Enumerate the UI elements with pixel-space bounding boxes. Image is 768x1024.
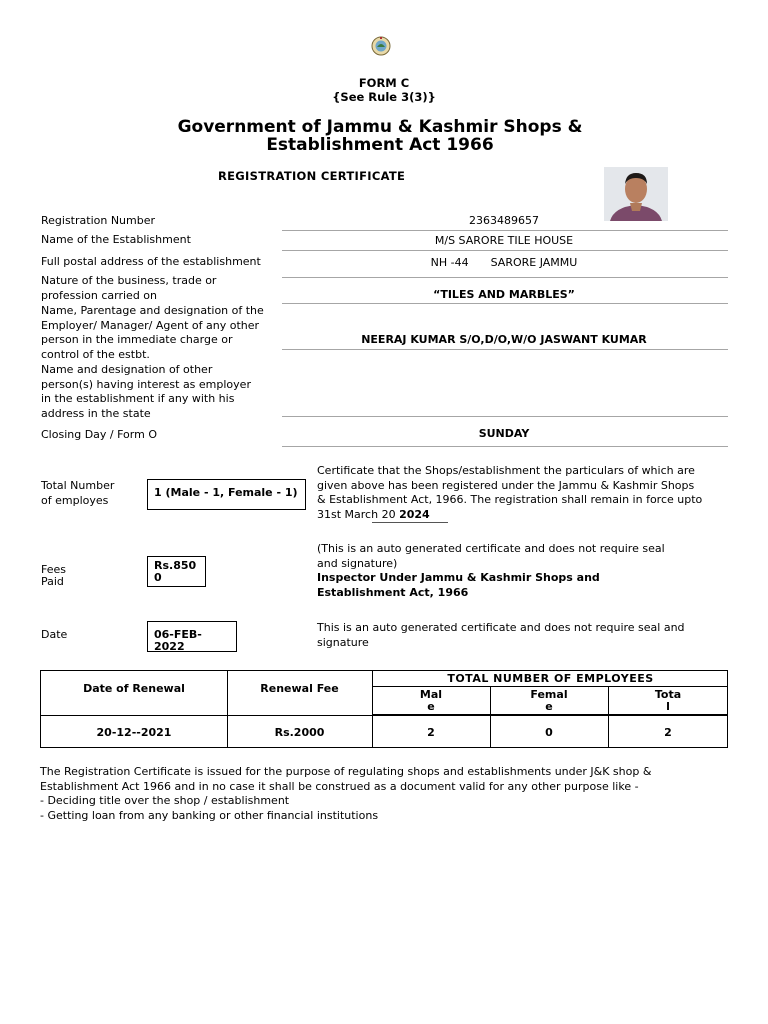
closing-day-label: Closing Day / Form O <box>41 428 157 441</box>
applicant-photo <box>604 167 668 221</box>
establishment-name-label: Name of the Establishment <box>41 233 191 246</box>
table-header-total: Tota l <box>654 688 682 713</box>
registration-number-value: 2363489657 <box>469 214 539 227</box>
nature-of-business-label: Nature of the business, trade or profession carried on <box>41 274 217 302</box>
table-cell-female: 0 <box>545 726 553 739</box>
table-header-total-employees: TOTAL NUMBER OF EMPLOYEES <box>447 672 654 685</box>
other-persons-label: Name and designation of other person(s) having interest as employer in the establishment if any with his address in the state <box>41 363 251 420</box>
nature-of-business-value: “TILES AND MARBLES” <box>433 288 575 301</box>
table-divider <box>41 715 727 716</box>
divider <box>282 277 728 278</box>
year-underline <box>372 522 448 523</box>
employer-value: NEERAJ KUMAR S/O,D/O,W/O JASWANT KUMAR <box>361 333 647 346</box>
closing-day-value: SUNDAY <box>478 427 530 440</box>
table-divider <box>372 686 727 687</box>
renewal-table <box>40 670 728 748</box>
footer-disclaimer: The Registration Certificate is issued for the purpose of regulating shops and establishments under J&K shop & Establishment Act 1966 and in no case it shall be construed as a document valid for any other purpose like - - Deciding title over the shop / establishment - Getting loan from any banking or other financial institutions <box>40 765 652 822</box>
divider <box>282 446 728 447</box>
divider <box>282 416 728 417</box>
employer-label: Name, Parentage and designation of the Employer/ Manager/ Agent of any other person in the immediate charge or control of the estbt. <box>41 304 264 361</box>
page-title: Government of Jammu & Kashmir Shops & Establishment Act 1966 <box>177 117 583 155</box>
date-label: Date <box>41 628 68 641</box>
date-value: 06-FEB-2022 <box>147 621 237 652</box>
total-employees-label: Total Number of employes <box>41 479 115 507</box>
establishment-name-value: M/S SARORE TILE HOUSE <box>434 234 574 247</box>
form-label: FORM C <box>358 76 410 90</box>
divider <box>282 303 728 304</box>
inspector-signature: Inspector Under Jammu & Kashmir Shops and Establishment Act, 1966 <box>317 571 600 599</box>
postal-address-label: Full postal address of the establishment <box>41 255 261 268</box>
divider <box>282 349 728 350</box>
registration-number-label: Registration Number <box>41 214 156 227</box>
rule-label: {See Rule 3(3)} <box>332 90 436 104</box>
table-header-male: Mal e <box>419 688 443 713</box>
table-cell-total: 2 <box>664 726 672 739</box>
table-header-fee: Renewal Fee <box>260 682 339 695</box>
auto-generated-note-2: This is an auto generated certificate and does not require seal and signature <box>317 621 685 649</box>
auto-generated-note: (This is an auto generated certificate and does not require seal and signature) <box>317 542 665 570</box>
table-cell-fee: Rs.2000 <box>274 726 325 739</box>
table-cell-date: 20-12--2021 <box>96 726 172 739</box>
table-cell-male: 2 <box>427 726 435 739</box>
fees-paid-value: Rs.850 0 <box>147 556 206 587</box>
postal-address-value: NH -44 SARORE JAMMU <box>430 256 578 269</box>
divider <box>282 230 728 231</box>
fees-paid-label: Fees Paid <box>41 563 66 588</box>
government-emblem-icon <box>371 35 391 57</box>
table-header-female: Femal e <box>530 688 568 713</box>
certificate-title: REGISTRATION CERTIFICATE <box>218 169 406 183</box>
divider <box>282 250 728 251</box>
table-header-date: Date of Renewal <box>83 682 185 695</box>
total-employees-value: 1 (Male - 1, Female - 1) <box>147 479 306 510</box>
certificate-text: Certificate that the Shops/establishment the particulars of which are given above has been registered under the Jammu & Kashmir Shops & Establishment Act, 1966. The registration shall remain in force upto 31st March 20 2024 <box>317 464 703 521</box>
